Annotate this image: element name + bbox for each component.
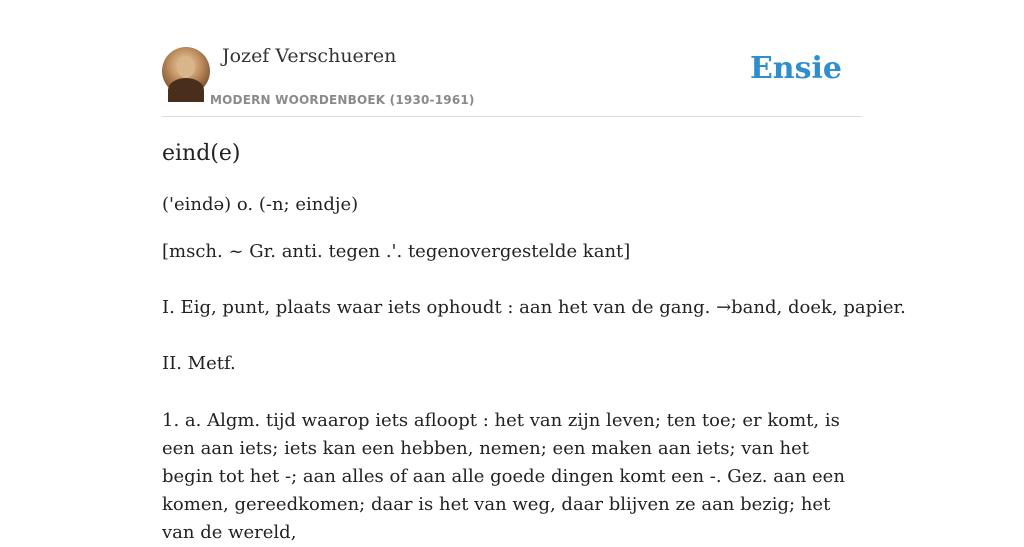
avatar-body xyxy=(168,78,204,102)
avatar-face xyxy=(177,56,195,78)
source-label: MODERN WOORDENBOEK (1930-1961) xyxy=(210,93,475,107)
ensie-logo-link[interactable]: Ensie xyxy=(749,51,842,86)
entry-sense-1: I. Eig, punt, plaats waar iets ophoudt : aan het van de gang. →band, doek, papier. xyxy=(162,297,906,318)
entry-sense-2-1: 1. a. Algm. tijd waarop iets afloopt : het van zijn leven; ten toe; er komt, is een aan iets; iets kan een hebben, nemen; een maken aan iets; van het begin tot het -; aan alles of aan alle goede dingen komt een -. Gez. aan een komen, gereedkomen; daar is het van weg, daar blijven ze aan bezig; het van de wereld, xyxy=(162,410,845,543)
entry-pronunciation: ('eində) o. (-n; eindje) xyxy=(162,194,359,215)
author-name-link[interactable]: Jozef Verschueren xyxy=(222,45,397,67)
page-container xyxy=(162,0,906,543)
entry-title: eind(e) xyxy=(162,141,241,166)
entry-etymology: [msch. ~ Gr. anti. tegen .'. tegenovergestelde kant] xyxy=(162,241,631,262)
author-avatar[interactable] xyxy=(162,47,210,95)
entry-sense-2: II. Metf. xyxy=(162,353,236,374)
header xyxy=(162,0,862,117)
